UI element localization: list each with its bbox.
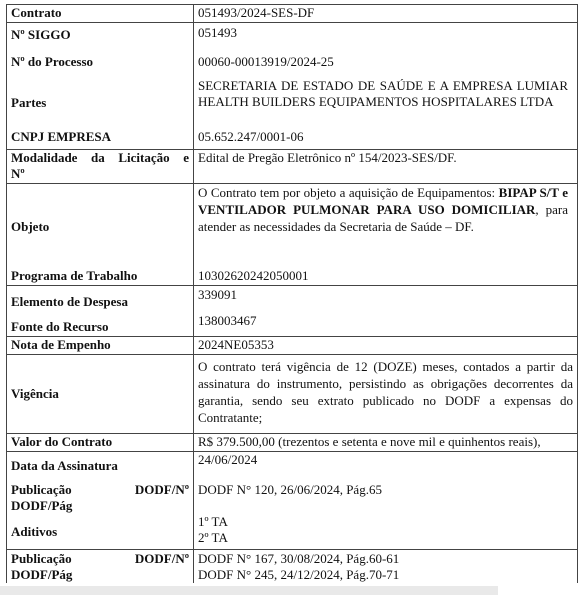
row-elemento-fonte [7, 286, 578, 337]
label-publicacao2-a: Publicação [11, 551, 72, 566]
value-valor: R$ 379.500,00 (trezentos e setenta e nove mil e quinhentos reais), [194, 434, 578, 452]
label-cnpj: CNPJ EMPRESA [11, 129, 112, 144]
value-cnpj: 05.652.247/0001-06 [198, 129, 304, 144]
label-siggo: Nº SIGGO [11, 27, 71, 42]
value-siggo: 051493 [198, 25, 237, 40]
value-contrato: 051493/2024-SES-DF [194, 5, 578, 23]
label-processo: Nº do Processo [11, 54, 94, 69]
row-publicacao2 [7, 550, 578, 586]
value-aditivo-2: 2º TA [198, 530, 228, 545]
value-elemento: 339091 [198, 287, 237, 302]
value-empenho: 2024NE05353 [194, 337, 578, 355]
label-objeto: Objeto [11, 219, 50, 234]
value-vigencia [194, 355, 578, 434]
objeto-labels [7, 184, 194, 286]
label-valor: Valor do Contrato [7, 434, 194, 452]
label-publicacao1-a: Publicação [11, 482, 72, 497]
value-modalidade: Edital de Pregão Eletrônico nº 154/2023-SES/DF. [194, 150, 578, 184]
value-publicacao1: DODF N° 120, 26/06/2024, Pág.65 [198, 482, 382, 497]
label-publicacao2-b: DODF/Nº [134, 551, 189, 566]
identification-labels [7, 23, 194, 150]
row-vigencia [7, 355, 578, 434]
value-processo: 00060-00013919/2024-25 [198, 54, 334, 69]
label-elemento: Elemento de Despesa [11, 294, 128, 309]
label-empenho: Nota de Empenho [7, 337, 194, 355]
label-programa: Programa de Trabalho [11, 268, 138, 283]
value-vigencia-text: O contrato terá vigência de 12 (DOZE) meses, contados a partir da assinatura do instrumento, persistindo as obrigações decorrentes da garantia, sendo seu extrato publicado no DODF a expensas do Contratante; [198, 359, 573, 425]
objeto-text-post: , para atender as necessidades da Secretaria de Saúde – DF. [198, 202, 568, 234]
label-modalidade [7, 150, 194, 184]
identification-values [194, 23, 578, 150]
row-assinatura-publicacao [7, 452, 578, 550]
label-assinatura: Data da Assinatura [11, 458, 118, 473]
value-publicacao2-2: DODF N° 245, 24/12/2024, Pág.70-71 [198, 567, 400, 582]
value-assinatura: 24/06/2024 [198, 452, 258, 467]
contract-table [6, 4, 578, 586]
objeto-text-pre: O Contrato tem por objeto a aquisição de Equipamentos: [198, 185, 496, 200]
publicacao2-values [194, 550, 578, 586]
value-objeto [198, 184, 568, 235]
value-programa: 10302620242050001 [198, 268, 309, 283]
row-contrato [7, 5, 578, 23]
label-publicacao2-c: DODF/Pág [11, 567, 73, 582]
publicacao2-labels [7, 550, 194, 586]
label-vigencia: Vigência [7, 355, 194, 434]
objeto-text-bold: BIPAP S/T e VENTILADOR PULMONAR PARA USO DOMICILIAR [198, 185, 568, 217]
row-valor [7, 434, 578, 452]
label-publicacao1-b: DODF/Nº [134, 482, 189, 497]
objeto-values [194, 184, 578, 286]
row-modalidade [7, 150, 578, 184]
row-identification [7, 23, 578, 150]
elemento-fonte-labels [7, 286, 194, 337]
assinatura-values [194, 452, 578, 550]
value-fonte: 138003467 [198, 313, 257, 328]
label-contrato: Contrato [7, 5, 194, 23]
label-fonte: Fonte do Recurso [11, 319, 109, 334]
assinatura-labels [7, 452, 194, 550]
elemento-fonte-values [194, 286, 578, 337]
value-aditivo-1: 1º TA [198, 514, 228, 529]
label-modalidade-line2: Nº [11, 166, 25, 181]
label-partes: Partes [11, 95, 47, 110]
row-objeto [7, 184, 578, 286]
value-publicacao2-1: DODF N° 167, 30/08/2024, Pág.60-61 [198, 551, 400, 566]
label-aditivos: Aditivos [11, 524, 58, 539]
scroll-shadow-strip [0, 586, 498, 595]
value-partes: SECRETARIA DE ESTADO DE SAÚDE E A EMPRESA LUMIAR HEALTH BUILDERS EQUIPAMENTOS HOSPITALARES LTDA [198, 78, 568, 109]
label-modalidade-line1: Modalidade da Licitação e [11, 150, 189, 165]
row-empenho [7, 337, 578, 355]
label-publicacao1-c: DODF/Pág [11, 498, 73, 513]
